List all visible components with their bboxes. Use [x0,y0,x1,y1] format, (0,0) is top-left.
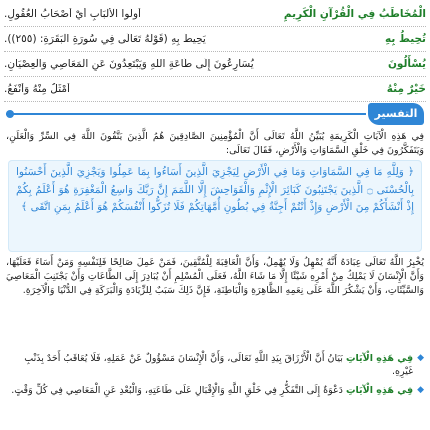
vocab-row [4,27,426,52]
summary-lead: فِي هَذِهِ الْآيَاتِ [345,385,414,396]
vocab-term: الْمُخَاطَبُ فِي الْقُرْآنِ الْكَرِيمِ [283,7,426,20]
explanation-paragraph: يُخْبِرُ اللَّهُ تَعَالَى عِبَادَهُ أَنَّهُ يُمْهِلُ وَلَا يُهْمِلُ، وَأَنَّ الْعَاقِبَةَ لِلْمُتَّقِينَ، فَمَنْ عَمِلَ صَالِحًا فَلِنَفْسِهِ وَمَنْ أَسَاءَ فَعَلَيْهَا، وَأَنَّ الْإِنْسَانَ لَا يَمْلِكُ مِنْ أَمْرِهِ شَيْئًا إِلَّا مَا شَاءَ اللَّهُ، فَعَلَى الْمُسْلِمِ أَنْ يُبَادِرَ إِلَى الطَّاعَاتِ وَأَنْ يَجْتَنِبَ الْمَعَاصِيَ وَالسَّيِّئَاتِ، وَأَنْ يَشْكُرَ اللَّهَ عَلَى نِعَمِهِ الظَّاهِرَةِ وَالْبَاطِنَةِ، فَإِنَّ ذَلِكَ سَبَبٌ لِلزِّيَادَةِ وَالْبَرَكَةِ فِي الدُّنْيَا وَالْآخِرَةِ. [6,257,424,296]
summary-list [6,352,424,403]
list-item [6,384,424,397]
summary-body: دَعْوَةٌ إِلَى التَّفَكُّرِ فِي خَلْقِ اللَّهِ وَالْإِقْبَالِ عَلَى طَاعَتِهِ، وَالْبُعْدِ عَنِ الْمَعَاصِي فِي كُلِّ وَقْتٍ. [11,385,343,396]
summary-text [6,352,413,378]
header-dot-icon [6,110,14,118]
quran-verse: ﴿ وَلِلَّهِ مَا فِي السَّمَاوَاتِ وَمَا فِي الْأَرْضِ لِيَجْزِيَ الَّذِينَ أَسَاءُوا بِمَا عَمِلُوا وَيَجْزِيَ الَّذِينَ أَحْسَنُوا بِالْحُسْنَى ۝ الَّذِينَ يَجْتَنِبُونَ كَبَائِرَ الْإِثْمِ وَالْفَوَاحِشَ إِلَّا اللَّمَمَ إِنَّ رَبَّكَ وَاسِعُ الْمَغْفِرَةِ هُوَ أَعْلَمُ بِكُمْ إِذْ أَنْشَأَكُمْ مِنَ الْأَرْضِ وَإِذْ أَنْتُمْ أَجِنَّةٌ فِي بُطُونِ أُمَّهَاتِكُمْ فَلَا تُزَكُّوا أَنْفُسَكُمْ هُوَ أَعْلَمُ بِمَنِ اتَّقَى ﴾ [16,166,414,213]
vocab-definition: يَحِيطُ بِهِ (قَوْلُهُ تَعَالَى فِي سُورَةِ الْبَقَرَةِ: (٢٥٥)). [4,32,206,45]
vocab-term: تُحِيطُ بِهِ [384,32,426,45]
vocab-definition: أَمْثَلُ مِنْهُ وَأَنْفَعُ. [4,82,70,95]
header-divider-line [6,113,366,115]
bullet-icon: ◆ [417,385,424,395]
vocabulary-table [4,2,426,102]
summary-body: بَيَانُ أَنَّ الْأَرْزَاقَ بِيَدِ اللَّهِ تَعَالَى، وَأَنَّ الْإِنْسَانَ مَسْؤُولٌ عَنْ عَمَلِهِ، فَلَا يُعَاقَبُ أَحَدٌ بِذَنْبِ غَيْرِهِ. [24,353,414,377]
intro-paragraph: فِي هَذِهِ الْآيَاتِ الْكَرِيمَةِ يُبَيِّنُ اللَّهُ تَعَالَى أَنَّ الْمُؤْمِنِينَ الصَّادِقِينَ هُمُ الَّذِينَ يَتَّقُونَ اللَّهَ فِي السِّرِّ وَالْعَلَنِ، وَيَتَفَكَّرُونَ فِي خَلْقِ السَّمَاوَاتِ وَالْأَرْضِ، فَقَالَ تَعَالَى: [6,131,424,156]
vocab-term: يُسْأَلُونَ [387,57,426,70]
vocab-row [4,52,426,77]
section-title: التفسير [368,103,424,125]
summary-lead: فِي هَذِهِ الْآيَاتِ [345,353,414,364]
vocab-row [4,77,426,102]
vocab-term: خَيْرٌ مِنْهُ [386,82,426,95]
vocab-definition: أُولُوا الْأَلْبَابِ أَيْ أَصْحَابُ الْعُقُولِ. [4,7,141,20]
verse-box [8,160,422,252]
vocab-row [4,2,426,27]
bullet-icon: ◆ [417,353,424,363]
vocab-definition: يُسَارِعُونَ إِلَى طَاعَةِ اللَّهِ وَيَبْتَعِدُونَ عَنِ الْمَعَاصِي وَالْعِصْيَانِ. [4,57,254,70]
section-header [6,103,424,125]
summary-text [11,384,413,397]
list-item [6,352,424,378]
